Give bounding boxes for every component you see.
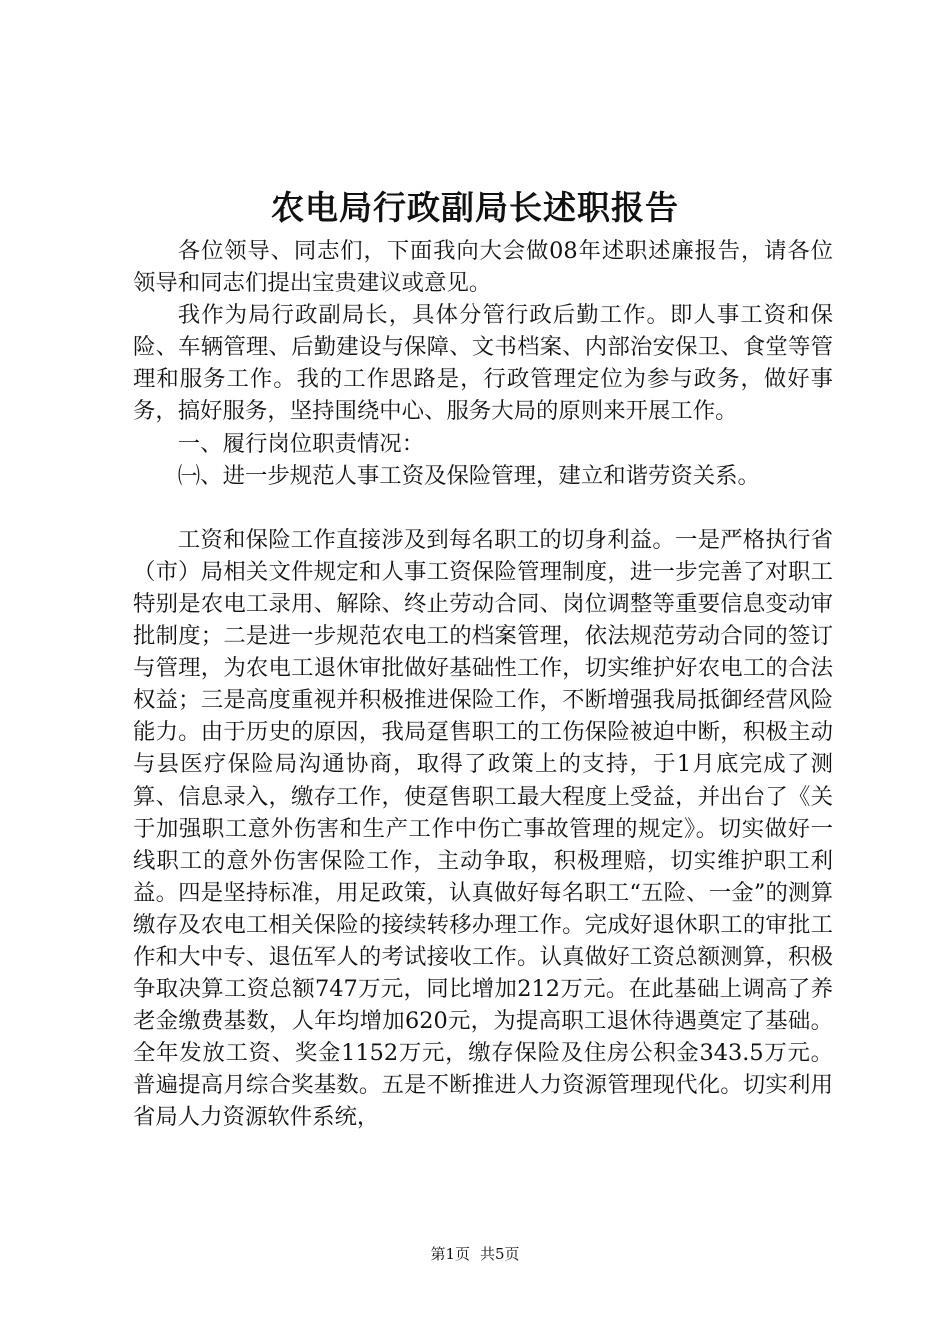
document-title: 农电局行政副局长述职报告: [271, 188, 679, 227]
paragraph-salary-insurance: 工资和保险工作直接涉及到每名职工的切身利益。一是严格执行省（市）局相关文件规定和人事工资保险管理制度，进一步完善了对职工特别是农电工录用、解除、终止劳动合同、岗位调整等重要信息变动审批制度；二是进一步规范农电工的档案管理，依法规范劳动合同的签订与管理，为农电工退休审批做好基础性工作，切实维护好农电工的合法权益；三是高度重视并积极推进保险工作，不断增强我局抵御经营风险能力。由于历史的原因，我局趸售职工的工伤保险被迫中断，积极主动与县医疗保险局沟通协商，取得了政策上的支持，于1月底完成了测算、信息录入，缴存工作，使趸售职工最大程度上受益，并出台了《关于加强职工意外伤害和生产工作中伤亡事故管理的规定》。切实做好一线职工的意外伤害保险工作，主动争取，积极理赔，切实维护职工利益。四是坚持标准，用足政策，认真做好每名职工“五险、一金”的测算缴存及农电工相关保险的接续转移办理工作。完成好退休职工的审批工作和大中专、退伍军人的考试接收工作。认真做好工资总额测算，积极争取决算工资总额747万元，同比增加212万元。在此基础上调高了养老金缴费基数，人年均增加620元，为提高职工退休待遇奠定了基础。全年发放工资、奖金1152万元，缴存保险及住房公积金343.5万元。普遍提高月综合奖基数。五是不断推进人力资源管理现代化。切实利用省局人力资源软件系统，: [133, 526, 833, 1131]
section-heading: 一、履行岗位职责情况：: [177, 430, 425, 457]
document-body: [133, 235, 833, 1134]
page-footer: [0, 1244, 950, 1264]
paragraph-responsibilities: 我作为局行政副局长，具体分管行政后勤工作。即人事工资和保险、车辆管理、后勤建设与保障、文书档案、内部治安保卫、食堂等管理和服务工作。我的工作思路是，行政管理定位为参与政务，做好事务，搞好服务，坚持围绕中心、服务大局的原则来开展工作。: [133, 302, 833, 425]
paragraph-spacer: [133, 492, 833, 524]
paragraph-greeting: 各位领导、同志们，下面我向大会做08年述职述廉报告，请各位领导和同志们提出宝贵建议或意见。: [133, 238, 833, 297]
page-total: 共5页: [480, 1245, 520, 1263]
subsection-heading: ㈠、进一步规范人事工资及保险管理，建立和谐劳资关系。: [177, 462, 760, 489]
page-number: 第1页: [430, 1245, 470, 1263]
